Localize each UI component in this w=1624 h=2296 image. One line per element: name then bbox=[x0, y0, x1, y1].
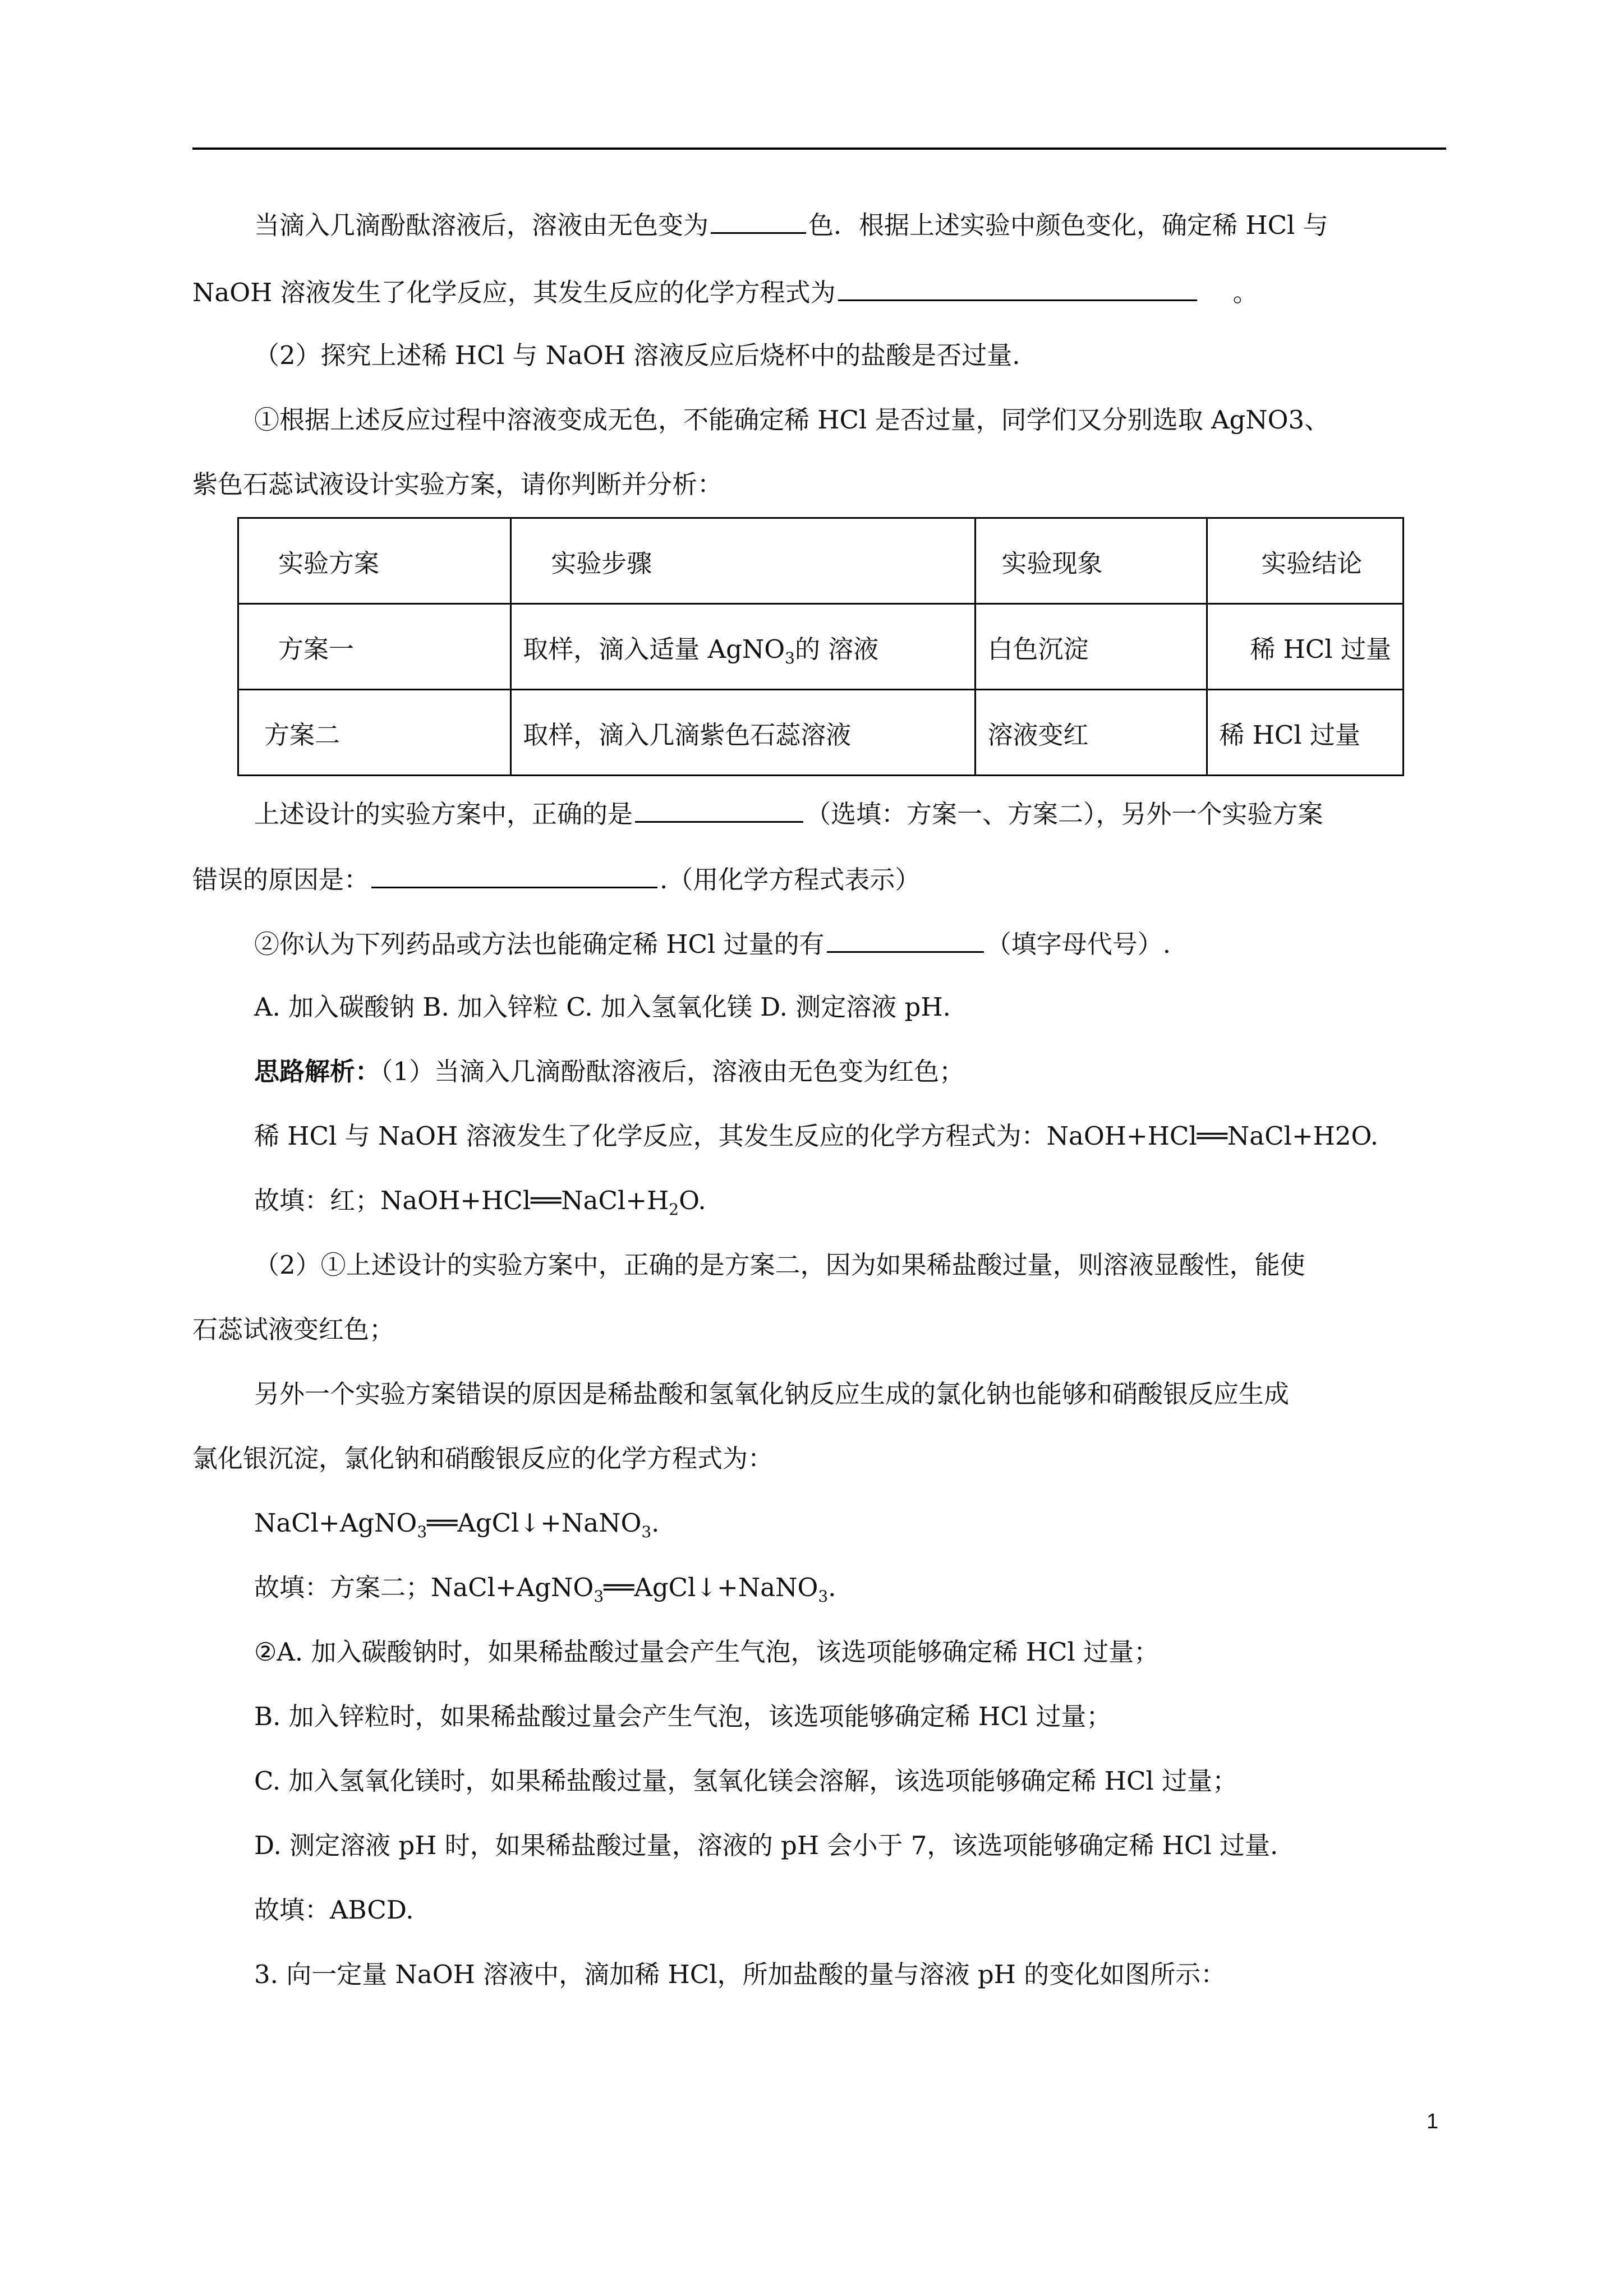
text-span: 取样，滴入适量 AgNO bbox=[523, 634, 785, 664]
paragraph-line: 故填：ABCD. bbox=[254, 1895, 414, 1925]
table-row bbox=[238, 604, 1404, 690]
paragraph-line: A. 加入碳酸钠 B. 加入锌粒 C. 加入氢氧化镁 D. 测定溶液 pH. bbox=[254, 992, 951, 1022]
paragraph-line: B. 加入锌粒时，如果稀盐酸过量会产生气泡，该选项能够确定稀 HCl 过量； bbox=[254, 1702, 1112, 1731]
text-span: 错误的原因是： bbox=[192, 865, 370, 895]
paragraph-line: 石蕊试液变红色； bbox=[192, 1315, 395, 1344]
paragraph-line: 3. 向一定量 NaOH 溶液中，滴加稀 HCl，所加盐酸的量与溶液 pH 的变化如图所示： bbox=[254, 1960, 1226, 1989]
subscript: 2 bbox=[669, 1200, 679, 1219]
paragraph-line bbox=[192, 274, 1258, 310]
paragraph-line bbox=[254, 1570, 836, 1605]
paragraph-line: 稀 HCl 与 NaOH 溶液发生了化学反应，其发生反应的化学方程式为：NaOH+HCl══NaCl+H2O. bbox=[254, 1121, 1379, 1151]
text-span: ②你认为下列药品或方法也能确定稀 HCl 过量的有 bbox=[254, 929, 825, 959]
text-span: . bbox=[651, 1508, 660, 1538]
paragraph-line: 氯化银沉淀，氯化钠和硝酸银反应的化学方程式为： bbox=[192, 1444, 774, 1473]
paragraph-line: 紫色石蕊试液设计实验方案，请你判断并分析： bbox=[192, 469, 723, 499]
text-span: NaOH 溶液发生了化学反应，其发生反应的化学方程式为 bbox=[192, 278, 836, 307]
text-span: （1）当滴入几滴酚酞溶液后，溶液由无色变为红色； bbox=[380, 1057, 965, 1086]
text-span: ══AgCl↓+NaNO bbox=[604, 1573, 818, 1602]
text-span: 当滴入几滴酚酞溶液后，溶液由无色变为 bbox=[254, 210, 709, 240]
subscript: 3 bbox=[417, 1523, 427, 1541]
paragraph-line bbox=[254, 1183, 706, 1218]
answer-blank[interactable] bbox=[838, 274, 1197, 301]
analysis-heading: 思路解析： bbox=[254, 1057, 381, 1086]
subscript: 3 bbox=[594, 1587, 604, 1606]
text-span: 上述设计的实验方案中，正确的是 bbox=[254, 799, 633, 829]
text-span: O. bbox=[679, 1186, 706, 1215]
table-cell: 稀 HCl 过量 bbox=[1207, 604, 1404, 690]
answer-blank[interactable] bbox=[635, 795, 803, 823]
answer-blank[interactable] bbox=[371, 861, 657, 888]
header-rule bbox=[192, 147, 1446, 150]
text-span: NaCl+AgNO bbox=[254, 1508, 417, 1538]
answer-blank[interactable] bbox=[711, 206, 806, 234]
text-span: 。 bbox=[1232, 278, 1258, 307]
table-header-row bbox=[238, 518, 1404, 604]
table-cell: 稀 HCl 过量 bbox=[1207, 690, 1404, 776]
table-cell: 溶液变红 bbox=[976, 690, 1207, 776]
answer-blank[interactable] bbox=[827, 925, 984, 953]
paragraph-line: ①根据上述反应过程中溶液变成无色，不能确定稀 HCl 是否过量，同学们又分别选取 AgNO3、 bbox=[254, 405, 1330, 435]
paragraph-line: （2）探究上述稀 HCl 与 NaOH 溶液反应后烧杯中的盐酸是否过量. bbox=[254, 340, 1020, 370]
paragraph-line: ②A. 加入碳酸钠时，如果稀盐酸过量会产生气泡，该选项能够确定稀 HCl 过量； bbox=[254, 1637, 1160, 1667]
text-span: 的 溶液 bbox=[794, 634, 879, 664]
subscript: 3 bbox=[818, 1587, 829, 1606]
text-span: 故填：方案二；NaCl+AgNO bbox=[254, 1573, 594, 1602]
table-cell: 方案一 bbox=[238, 604, 511, 690]
paragraph-line bbox=[254, 925, 1171, 962]
table-cell: 方案二 bbox=[238, 690, 511, 776]
paragraph-line bbox=[192, 861, 920, 897]
table-header-cell: 实验现象 bbox=[976, 518, 1207, 604]
paragraph-line: （2）①上述设计的实验方案中，正确的是方案二，因为如果稀盐酸过量，则溶液显酸性，能使 bbox=[254, 1250, 1305, 1280]
paragraph-line: C. 加入氢氧化镁时，如果稀盐酸过量，氢氧化镁会溶解，该选项能够确定稀 HCl 过量； bbox=[254, 1766, 1238, 1796]
text-span: ══AgCl↓+NaNO bbox=[427, 1508, 642, 1538]
text-span: . bbox=[828, 1573, 836, 1602]
table-header-cell: 实验方案 bbox=[238, 518, 511, 604]
experiment-table bbox=[237, 517, 1404, 776]
paragraph-line bbox=[254, 206, 1328, 243]
subscript: 3 bbox=[641, 1523, 652, 1541]
page-number: 1 bbox=[1427, 2110, 1439, 2133]
subscript: 3 bbox=[785, 648, 795, 667]
table-cell: 取样，滴入几滴紫色石蕊溶液 bbox=[511, 690, 976, 776]
paragraph-line bbox=[254, 1506, 659, 1541]
table-header-cell: 实验步骤 bbox=[511, 518, 976, 604]
table-cell bbox=[511, 604, 976, 690]
paragraph-line: 另外一个实验方案错误的原因是稀盐酸和氢氧化钠反应生成的氯化钠也能够和硝酸银反应生成 bbox=[254, 1379, 1290, 1409]
text-span: 色．根据上述实验中颜色变化，确定稀 HCl 与 bbox=[808, 210, 1328, 240]
text-span: （填字母代号）. bbox=[986, 929, 1171, 959]
paragraph-line: D. 测定溶液 pH 时，如果稀盐酸过量，溶液的 pH 会小于 7，该选项能够确定稀 HCl 过量. bbox=[254, 1831, 1278, 1860]
paragraph-line bbox=[254, 1054, 964, 1089]
paragraph-line bbox=[254, 795, 1323, 832]
text-span: （选填：方案一、方案二），另外一个实验方案 bbox=[806, 799, 1323, 829]
text-span: 故填：红；NaOH+HCl══NaCl+H bbox=[254, 1186, 669, 1215]
table-row bbox=[238, 690, 1404, 776]
table-header-cell: 实验结论 bbox=[1207, 518, 1404, 604]
text-span: .（用化学方程式表示） bbox=[660, 865, 921, 895]
table-cell: 白色沉淀 bbox=[976, 604, 1207, 690]
